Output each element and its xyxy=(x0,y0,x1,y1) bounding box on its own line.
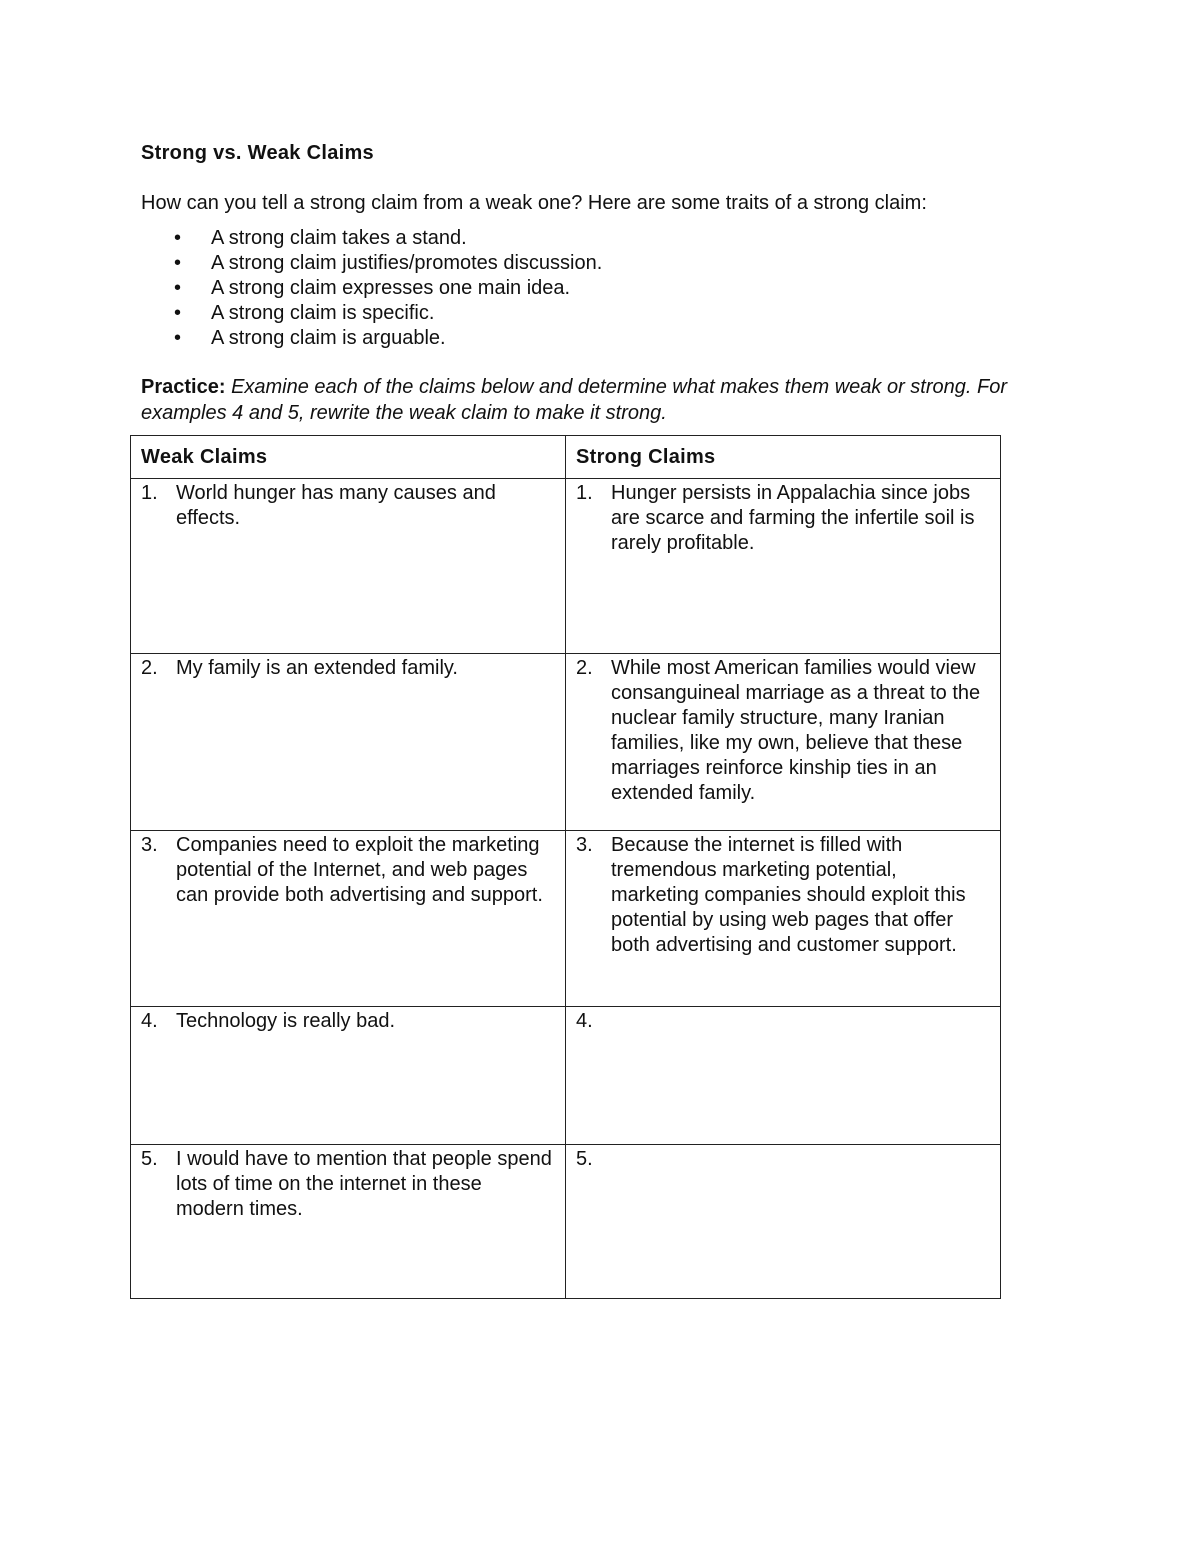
row-number: 4. xyxy=(141,1010,158,1032)
weak-claim-cell xyxy=(131,1007,566,1145)
practice-instructions: Examine each of the claims below and determine what makes them weak or strong. For examples 4 and 5, rewrite the weak claim to make it strong. xyxy=(141,376,1007,424)
strong-claim-text: While most American families would view consanguineal marriage as a threat to the nuclear family structure, many Iranian families, like my own, believe that these marriages reinforce kinship ties in an extended family. xyxy=(611,657,981,804)
row-number: 2. xyxy=(141,657,158,679)
weak-claim-text: Technology is really bad. xyxy=(176,1010,396,1032)
traits-list xyxy=(141,226,602,351)
bullet-icon: • xyxy=(174,252,182,274)
strong-claims-header: Strong Claims xyxy=(566,436,1001,479)
bullet-icon: • xyxy=(174,277,182,299)
strong-claim-cell xyxy=(566,831,1001,1007)
trait-item xyxy=(141,251,602,276)
table-row xyxy=(131,1007,1001,1145)
strong-claim-rewrite-cell[interactable] xyxy=(566,1007,1001,1145)
intro-paragraph: How can you tell a strong claim from a weak one? Here are some traits of a strong claim: xyxy=(141,192,927,214)
practice-paragraph xyxy=(141,374,1061,426)
weak-claim-text: Companies need to exploit the marketing potential of the Internet, and web pages can provide both advertising and support. xyxy=(176,834,543,906)
table-header-row xyxy=(131,436,1001,479)
row-number: 3. xyxy=(141,834,158,856)
table-row xyxy=(131,654,1001,831)
trait-text: A strong claim justifies/promotes discussion. xyxy=(211,252,603,274)
trait-text: A strong claim is specific. xyxy=(211,302,435,324)
trait-text: A strong claim takes a stand. xyxy=(211,227,467,249)
document-title: Strong vs. Weak Claims xyxy=(141,142,374,164)
strong-claim-text: Because the internet is filled with tremendous marketing potential, marketing companies should exploit this potential by using web pages that offer both advertising and customer support. xyxy=(611,834,966,956)
trait-item xyxy=(141,326,602,351)
trait-item xyxy=(141,226,602,251)
trait-text: A strong claim is arguable. xyxy=(211,327,446,349)
claims-table xyxy=(130,435,1001,1299)
weak-claim-text: I would have to mention that people spend lots of time on the internet in these modern times. xyxy=(176,1148,552,1220)
weak-claim-text: World hunger has many causes and effects. xyxy=(176,482,496,529)
bullet-icon: • xyxy=(174,227,182,249)
table-row xyxy=(131,479,1001,654)
row-number: 5. xyxy=(141,1148,158,1170)
table-row xyxy=(131,831,1001,1007)
trait-item xyxy=(141,301,602,326)
strong-claim-text: Hunger persists in Appalachia since jobs are scarce and farming the infertile soil is rarely profitable. xyxy=(611,482,975,554)
row-number: 3. xyxy=(576,834,593,856)
weak-claims-header: Weak Claims xyxy=(131,436,566,479)
row-number: 1. xyxy=(141,482,158,504)
bullet-icon: • xyxy=(174,302,182,324)
practice-label: Practice: xyxy=(141,376,226,398)
trait-text: A strong claim expresses one main idea. xyxy=(211,277,571,299)
row-number: 2. xyxy=(576,657,593,679)
row-number: 5. xyxy=(576,1148,593,1170)
row-number: 4. xyxy=(576,1010,593,1032)
strong-claim-rewrite-cell[interactable] xyxy=(566,1145,1001,1299)
bullet-icon: • xyxy=(174,327,182,349)
table-row xyxy=(131,1145,1001,1299)
weak-claim-cell xyxy=(131,1145,566,1299)
strong-claim-cell xyxy=(566,654,1001,831)
weak-claim-cell xyxy=(131,654,566,831)
weak-claim-cell xyxy=(131,831,566,1007)
weak-claim-text: My family is an extended family. xyxy=(176,657,458,679)
weak-claim-cell xyxy=(131,479,566,654)
row-number: 1. xyxy=(576,482,593,504)
strong-claim-cell xyxy=(566,479,1001,654)
trait-item xyxy=(141,276,602,301)
